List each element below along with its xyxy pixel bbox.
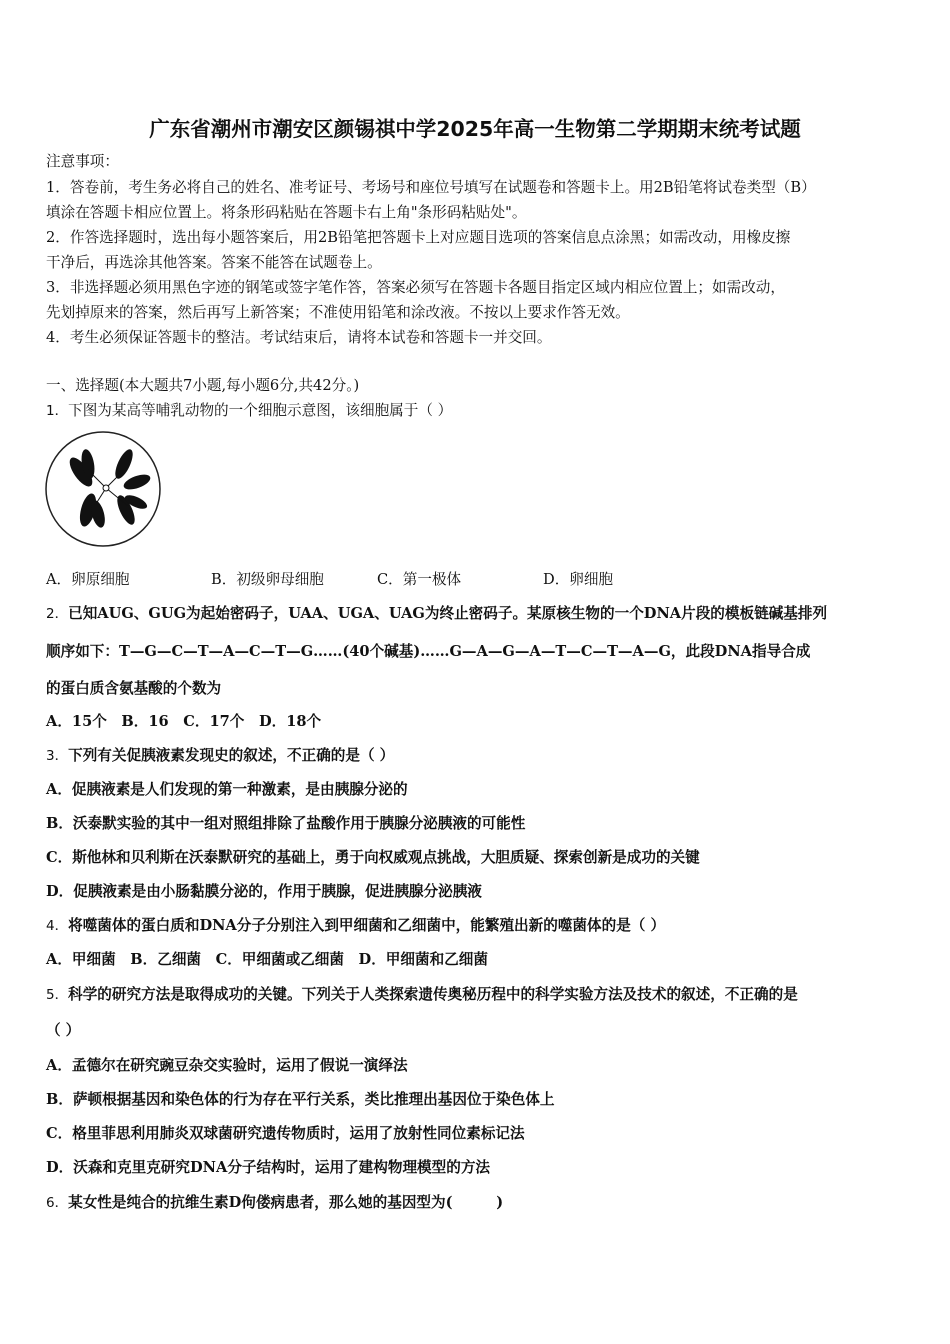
question-2	[46, 604, 827, 624]
question-number: 6．	[46, 1195, 69, 1211]
option-b: B．沃泰默实验的其中一组对照组排除了盐酸作用于胰腺分泌胰液的可能性	[46, 815, 526, 832]
question-number: 3．	[46, 748, 69, 764]
notice-line: 2．作答选择题时，选出每小题答案后，用2B铅笔把答题卡上对应题目选项的答案信息点涂黑；如需改动，用橡皮擦	[46, 229, 791, 246]
option-d: D．卵细胞	[543, 571, 614, 588]
question-4	[46, 916, 665, 936]
question-number: 1．	[46, 403, 69, 419]
cell-diagram-image	[44, 430, 166, 552]
section-heading: 一、选择题(本大题共7小题,每小题6分,共42分。)	[46, 377, 360, 394]
notice-line: 3．非选择题必须用黑色字迹的钢笔或签字笔作答，答案必须写在答题卡各题目指定区域内相应位置上；如需改动，	[46, 279, 785, 296]
option-c: C．斯他林和贝利斯在沃泰默研究的基础上，勇于向权威观点挑战，大胆质疑、探索创新是成功的关键	[46, 849, 700, 866]
question-2-line: 顺序如下：T—G—C—T—A—C—T—G……(40个碱基)……G—A—G—A—T—C—T—A—G，此段DNA指导合成	[46, 643, 811, 660]
question-2-options: A．15个 B．16 C．17个 D．18个	[46, 713, 322, 730]
option-a: A．促胰液素是人们发现的第一种激素，是由胰腺分泌的	[46, 781, 408, 798]
option-b: B．初级卵母细胞	[211, 571, 324, 588]
chromosome	[112, 447, 136, 481]
question-stem: 某女性是纯合的抗维生素D佝偻病患者，那么她的基因型为( )	[68, 1194, 504, 1211]
option-a: A．孟德尔在研究豌豆杂交实验时，运用了假说一演绎法	[46, 1057, 408, 1074]
option-c: C．第一极体	[377, 571, 462, 588]
question-stem: 下图为某高等哺乳动物的一个细胞示意图，该细胞属于（ ）	[68, 402, 453, 419]
question-1	[46, 401, 452, 421]
notice-line: 干净后，再选涂其他答案。答案不能答在试题卷上。	[46, 254, 382, 271]
notice-line: 4．考生必须保证答题卡的整洁。考试结束后，请将本试卷和答题卡一并交回。	[46, 329, 552, 346]
question-stem: 已知AUG、GUG为起始密码子，UAA、UGA、UAG为终止密码子。某原核生物的一个DNA片段的模板链碱基排列	[68, 605, 828, 622]
question-stem: 将噬菌体的蛋白质和DNA分子分别注入到甲细菌和乙细菌中，能繁殖出新的噬菌体的是（ ）	[68, 917, 666, 934]
question-3	[46, 746, 394, 766]
question-stem: 下列有关促胰液素发现史的叙述，不正确的是（ ）	[68, 747, 395, 764]
question-6	[46, 1193, 503, 1213]
notice-line: 先划掉原来的答案，然后再写上新答案；不准使用铅笔和涂改液。不按以上要求作答无效。	[46, 304, 630, 321]
question-4-options: A．甲细菌 B．乙细菌 C．甲细菌或乙细菌 D．甲细菌和乙细菌	[46, 951, 488, 968]
option-b: B．萨顿根据基因和染色体的行为存在平行关系，类比推理出基因位于染色体上	[46, 1091, 555, 1108]
option-d: D．沃森和克里克研究DNA分子结构时，运用了建构物理模型的方法	[46, 1159, 491, 1176]
notice-line: 填涂在答题卡相应位置上。将条形码粘贴在答题卡右上角"条形码粘贴处"。	[46, 204, 527, 221]
question-2-line: 的蛋白质含氨基酸的个数为	[46, 680, 222, 697]
chromosome	[122, 472, 152, 493]
question-5	[46, 985, 798, 1005]
notice-line: 1．答卷前，考生务必将自己的姓名、准考证号、考场号和座位号填写在试题卷和答题卡上。用2B铅笔将试卷类型（B）	[46, 179, 816, 196]
notice-heading: 注意事项：	[46, 153, 119, 170]
question-number: 4．	[46, 918, 69, 934]
option-c: C．格里菲思利用肺炎双球菌研究遗传物质时，运用了放射性同位素标记法	[46, 1125, 525, 1142]
option-d: D．促胰液素是由小肠黏膜分泌的，作用于胰腺，促进胰腺分泌胰液	[46, 883, 482, 900]
question-5-stem-end: （ ）	[46, 1022, 81, 1039]
page-title: 广东省潮州市潮安区颜锡祺中学2025年高一生物第二学期期末统考试题	[149, 117, 801, 141]
option-a: A．卵原细胞	[46, 571, 130, 588]
question-number: 5．	[46, 987, 69, 1003]
question-number: 2．	[46, 606, 69, 622]
question-stem: 科学的研究方法是取得成功的关键。下列关于人类探索遗传奥秘历程中的科学实验方法及技术的叙述，不正确的是	[68, 986, 798, 1003]
